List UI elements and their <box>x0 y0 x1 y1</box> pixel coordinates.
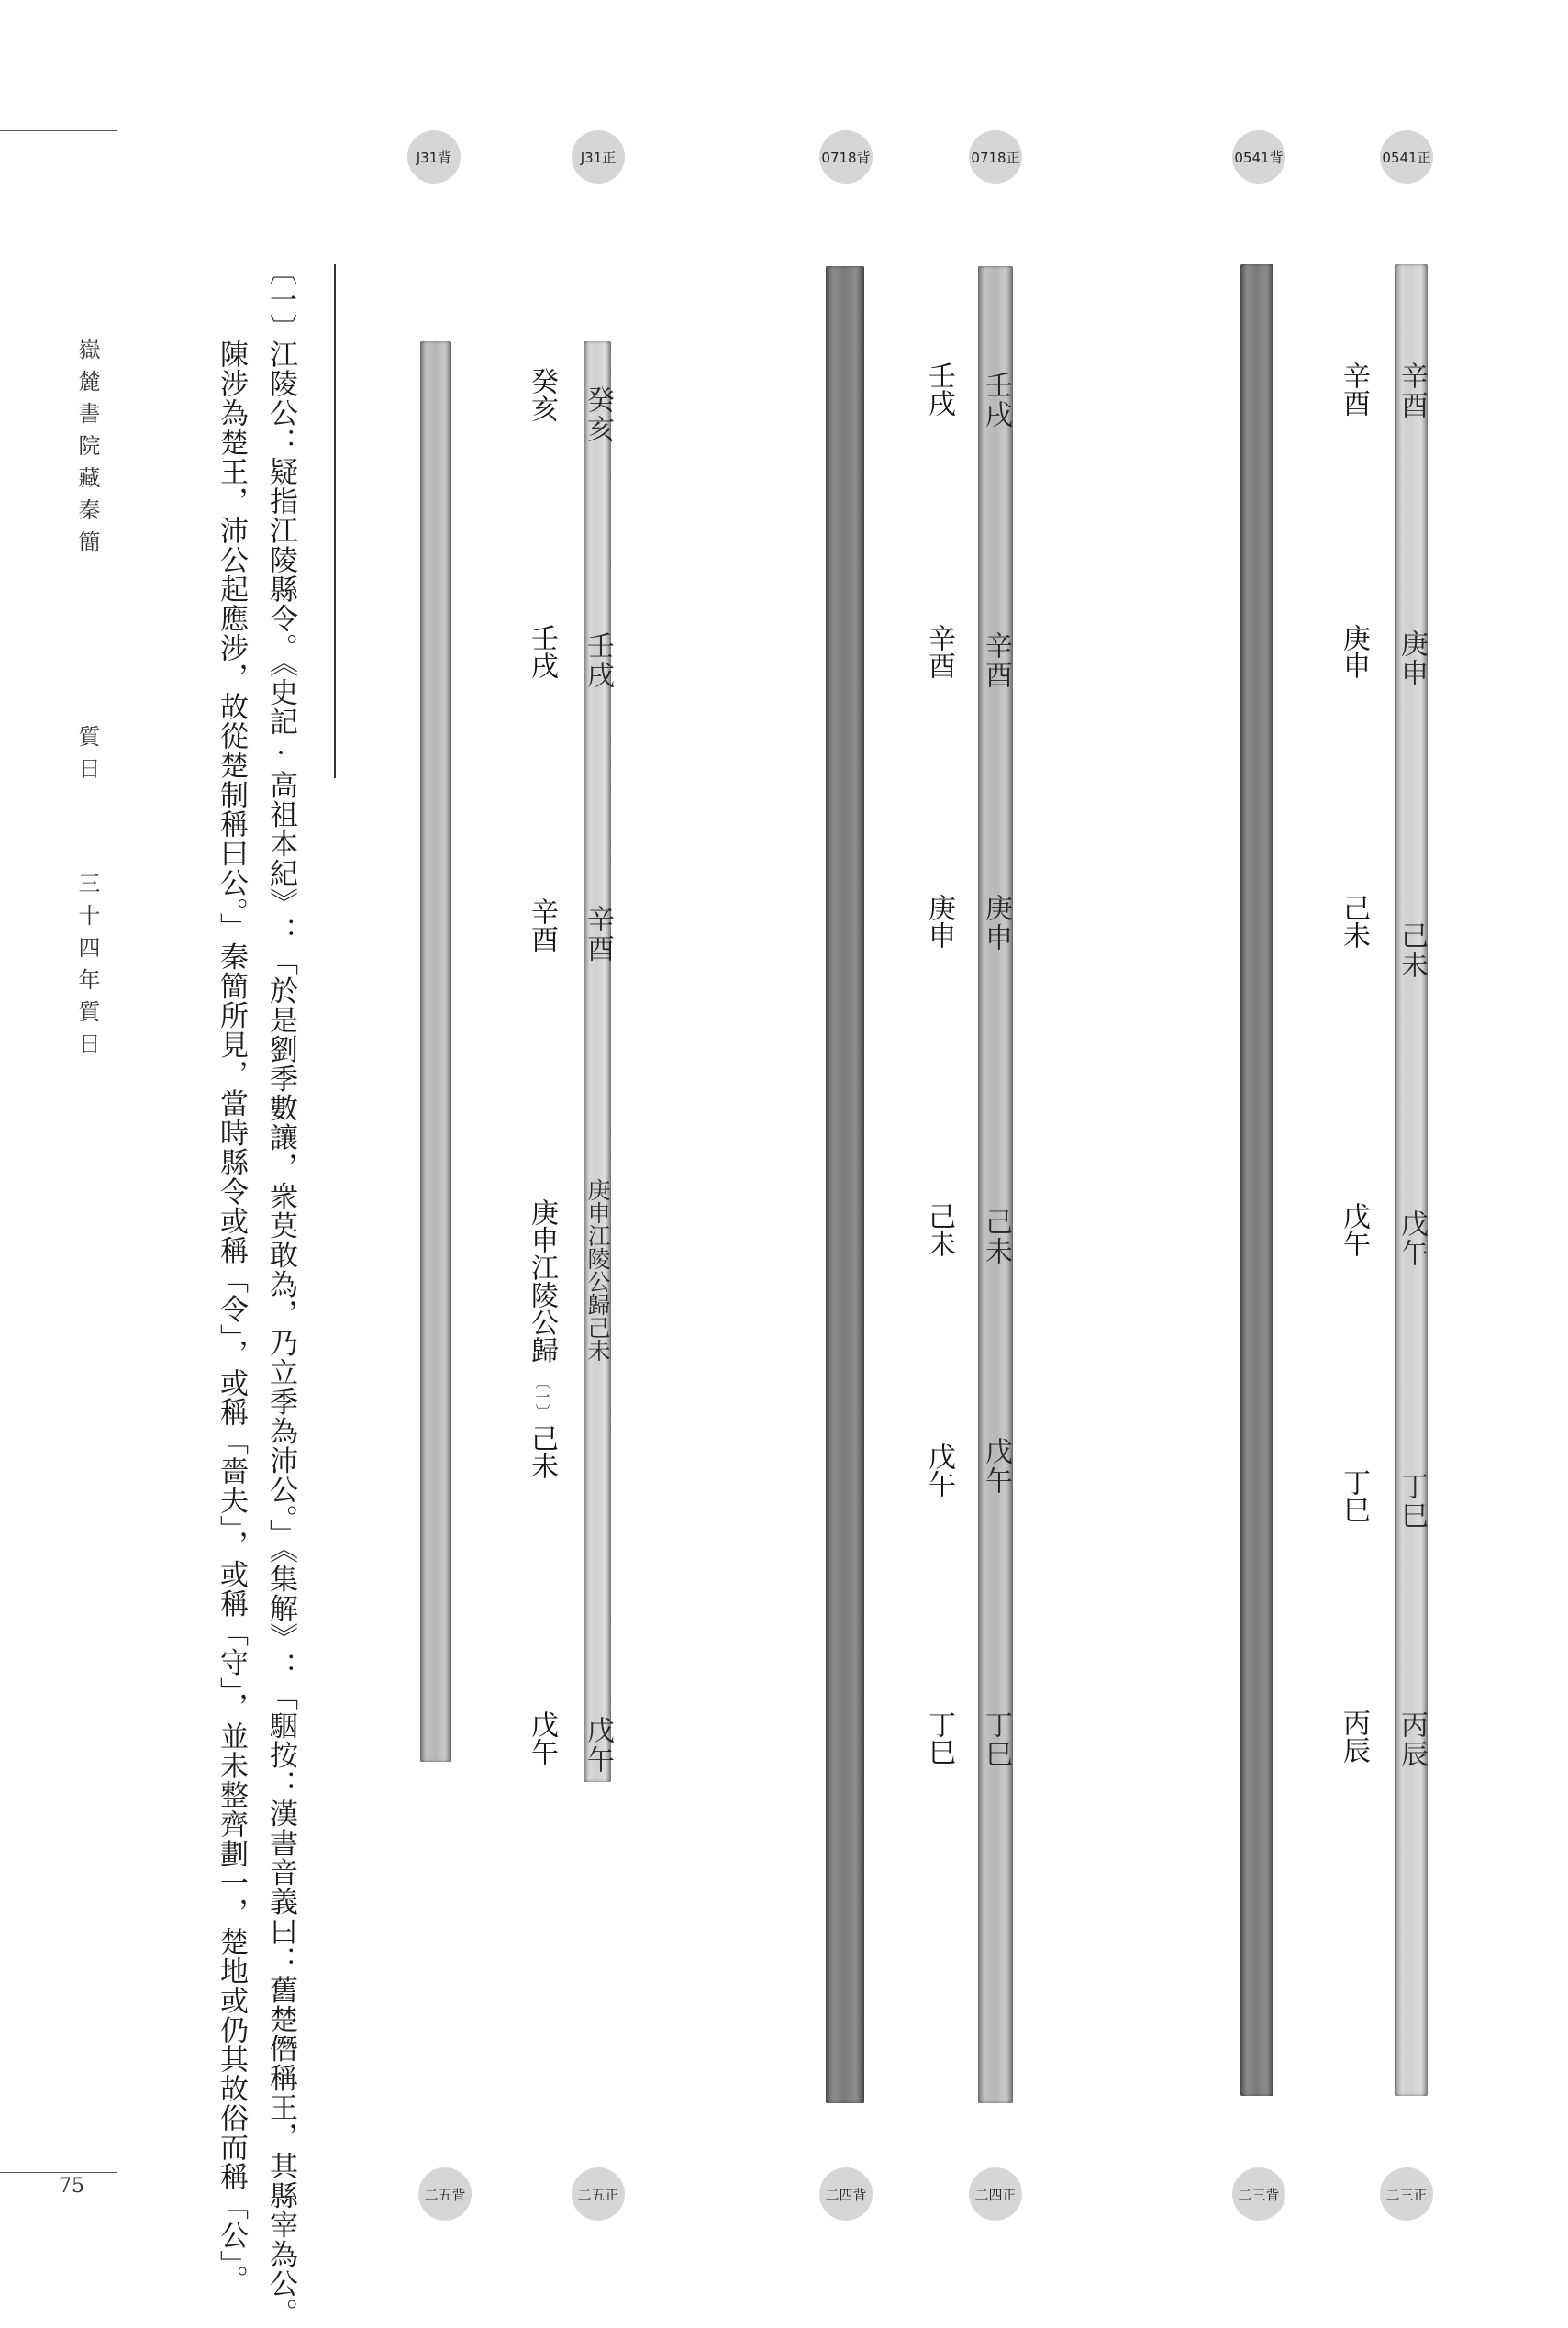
transcription-text: 庚申 <box>1338 624 1370 679</box>
bamboo-slip-0541-verso <box>1240 264 1273 2096</box>
transcription-text: 癸亥 <box>526 367 558 422</box>
transcription-text: 己未 <box>923 1202 955 1257</box>
transcription-text: 辛酉 <box>1338 362 1370 417</box>
transcription-text: 辛酉 <box>923 624 955 679</box>
bamboo-slip-0718-verso <box>826 266 864 2103</box>
transcription-text: 庚申江陵公歸 <box>526 1198 558 1364</box>
slip-ink: 丙辰 <box>1396 1710 1428 1769</box>
transcription-text: 壬戌 <box>526 624 558 679</box>
note-reference-marker: 〔一〕 <box>533 1375 550 1419</box>
slip-number: 二五背 <box>418 2167 472 2221</box>
slip-ink: 庚申江陵公歸己未 <box>584 1178 611 1362</box>
transcription-text: 丁巳 <box>923 1710 955 1765</box>
page-number: 75 <box>59 2175 84 2198</box>
slip-ink: 庚申 <box>1396 629 1428 688</box>
slip-label: 0718正 <box>969 130 1022 184</box>
transcription-text: 丁巳 <box>1338 1468 1370 1523</box>
slip-number: 二五正 <box>572 2167 625 2221</box>
slip-label: J31背 <box>407 130 461 184</box>
transcription-text: 丙辰 <box>1338 1709 1370 1764</box>
slip-number: 二四背 <box>819 2167 873 2221</box>
bamboo-slip-0541-recto <box>1395 264 1428 2096</box>
note-marker: 〔一〕 <box>264 257 296 342</box>
transcription-text: 戊午 <box>1338 1202 1370 1257</box>
transcription-text: 庚申 <box>923 894 955 949</box>
bamboo-slip-j31-verso <box>420 341 451 1762</box>
note-divider <box>334 264 336 778</box>
slip-label: 0718背 <box>819 130 873 184</box>
transcription-text: 戊午 <box>923 1442 955 1498</box>
section-title: 質日 <box>74 725 100 789</box>
slip-label: 0541正 <box>1380 130 1433 184</box>
slip-ink: 丁巳 <box>1396 1472 1428 1531</box>
slip-label: J31正 <box>572 130 625 184</box>
running-header: 嶽麓書院藏秦簡 <box>74 338 100 563</box>
slip-number: 二三正 <box>1380 2167 1433 2221</box>
slip-ink: 己未 <box>980 1208 1012 1266</box>
transcription-text: 辛酉 <box>526 897 558 952</box>
slip-number: 二三背 <box>1232 2167 1285 2221</box>
slip-ink: 戊午 <box>582 1716 614 1775</box>
slip-ink: 庚申 <box>980 894 1012 952</box>
bamboo-slip-j31-recto <box>584 341 611 1782</box>
slip-ink: 辛酉 <box>1396 362 1428 420</box>
slip-ink: 辛酉 <box>582 905 614 964</box>
slip-ink: 辛酉 <box>980 631 1012 690</box>
slip-ink: 壬戌 <box>980 371 1012 429</box>
slip-ink: 戊午 <box>1396 1209 1428 1268</box>
transcription-text: 戊午 <box>526 1710 558 1765</box>
slip-ink: 癸亥 <box>582 385 614 444</box>
transcription-text: 壬戌 <box>923 362 955 417</box>
note-line: 江陵公：疑指江陵縣令。《史記·高祖本紀》：「於是劉季數讓，衆莫敢為，乃立季為沛公。」《集解》：「駰按：漢書音義曰：舊楚僭稱王，其縣宰為公。 <box>264 340 297 2328</box>
transcription-text: 己未 <box>526 1424 558 1479</box>
bamboo-slip-0718-recto <box>978 266 1013 2103</box>
slip-label: 0541背 <box>1232 130 1285 184</box>
slip-number: 二四正 <box>969 2167 1022 2221</box>
slip-ink: 戊午 <box>980 1437 1012 1496</box>
transcription-text: 己未 <box>1338 894 1370 949</box>
slip-ink: 壬戌 <box>582 631 614 690</box>
slip-ink: 丁巳 <box>980 1710 1012 1769</box>
note-line: 陳涉為楚王，沛公起應涉，故從楚制稱曰公。」秦簡所見，當時縣令或稱「令」，或稱「嗇夫」，或稱「守」，並未整齊劃一，楚地或仍其故俗而稱「公」。 <box>215 340 248 2295</box>
year-label: 三十四年質日 <box>74 872 100 1064</box>
slip-ink: 己未 <box>1396 921 1428 980</box>
